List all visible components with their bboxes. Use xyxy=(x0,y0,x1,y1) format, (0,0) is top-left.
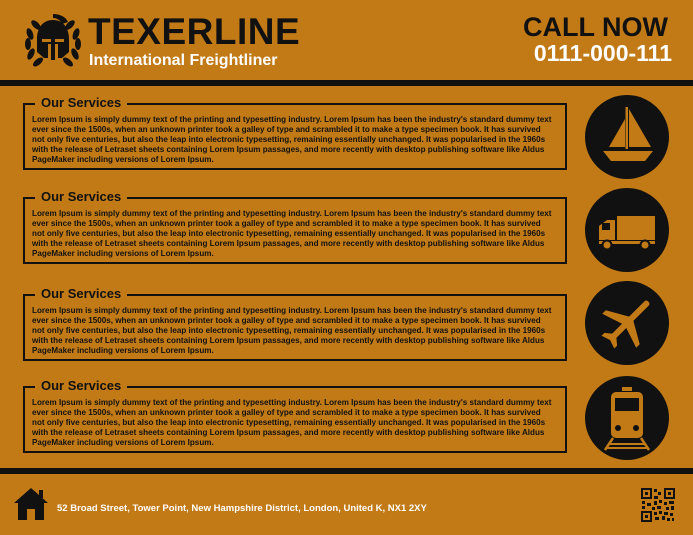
service-title: Our Services xyxy=(35,286,127,302)
service-box-2 xyxy=(23,189,567,264)
truck-icon xyxy=(585,188,669,272)
train-icon xyxy=(585,376,669,460)
footer-divider xyxy=(0,468,693,474)
service-title: Our Services xyxy=(35,378,127,394)
qr-code-icon[interactable] xyxy=(640,487,676,523)
service-title: Our Services xyxy=(35,189,127,205)
header xyxy=(0,0,693,80)
brand-name: TEXERLINE xyxy=(88,11,301,52)
service-box-1 xyxy=(23,95,567,170)
service-description: Lorem Ipsum is simply dummy text of the printing and typesetting industry. Lorem Ipsum has been the industry's standard dummy text ever since the 1500s, when an unknown printer took a galley of type and scrambled it to make a type specimen book. It has survived not only five centuries, but also the leap into electronic typesetting, remaining essentially unchanged. It was popularised in the 1960s with the release of Letraset sheets containing Lorem Ipsum passages, and more recently with desktop publishing software like Aldus PageMaker including versions of Lorem Ipsum. xyxy=(32,398,552,447)
call-now-label: CALL NOW xyxy=(523,12,668,42)
brand-tagline: International Freightliner xyxy=(89,52,278,69)
airplane-icon xyxy=(585,281,669,365)
address-text: 52 Broad Street, Tower Point, New Hampshire District, London, United K, NX1 2XY xyxy=(57,503,427,514)
service-title: Our Services xyxy=(35,95,127,111)
sailboat-icon xyxy=(585,95,669,179)
service-description: Lorem Ipsum is simply dummy text of the printing and typesetting industry. Lorem Ipsum has been the industry's standard dummy text ever since the 1500s, when an unknown printer took a galley of type and scrambled it to make a type specimen book. It has survived not only five centuries, but also the leap into electronic typesetting, remaining essentially unchanged. It was popularised in the 1960s with the release of Letraset sheets containing Lorem Ipsum passages, and more recently with desktop publishing software like Aldus PageMaker including versions of Lorem Ipsum. xyxy=(32,209,552,258)
house-icon xyxy=(12,486,50,522)
header-divider xyxy=(0,80,693,86)
service-box-4 xyxy=(23,378,567,453)
service-box-3 xyxy=(23,286,567,361)
spartan-helmet-laurel-icon xyxy=(22,12,84,70)
service-description: Lorem Ipsum is simply dummy text of the printing and typesetting industry. Lorem Ipsum has been the industry's standard dummy text ever since the 1500s, when an unknown printer took a galley of type and scrambled it to make a type specimen book. It has survived not only five centuries, but also the leap into electronic typesetting, remaining essentially unchanged. It was popularised in the 1960s with the release of Letraset sheets containing Lorem Ipsum passages, and more recently with desktop publishing software like Aldus PageMaker including versions of Lorem Ipsum. xyxy=(32,306,552,355)
service-description: Lorem Ipsum is simply dummy text of the printing and typesetting industry. Lorem Ipsum has been the industry's standard dummy text ever since the 1500s, when an unknown printer took a galley of type and scrambled it to make a type specimen book. It has survived not only five centuries, but also the leap into electronic typesetting, remaining essentially unchanged. It was popularised in the 1960s with the release of Letraset sheets containing Lorem Ipsum passages, and more recently with desktop publishing software like Aldus PageMaker including versions of Lorem Ipsum. xyxy=(32,115,552,164)
phone-number[interactable]: 0111-000-111 xyxy=(533,40,672,66)
